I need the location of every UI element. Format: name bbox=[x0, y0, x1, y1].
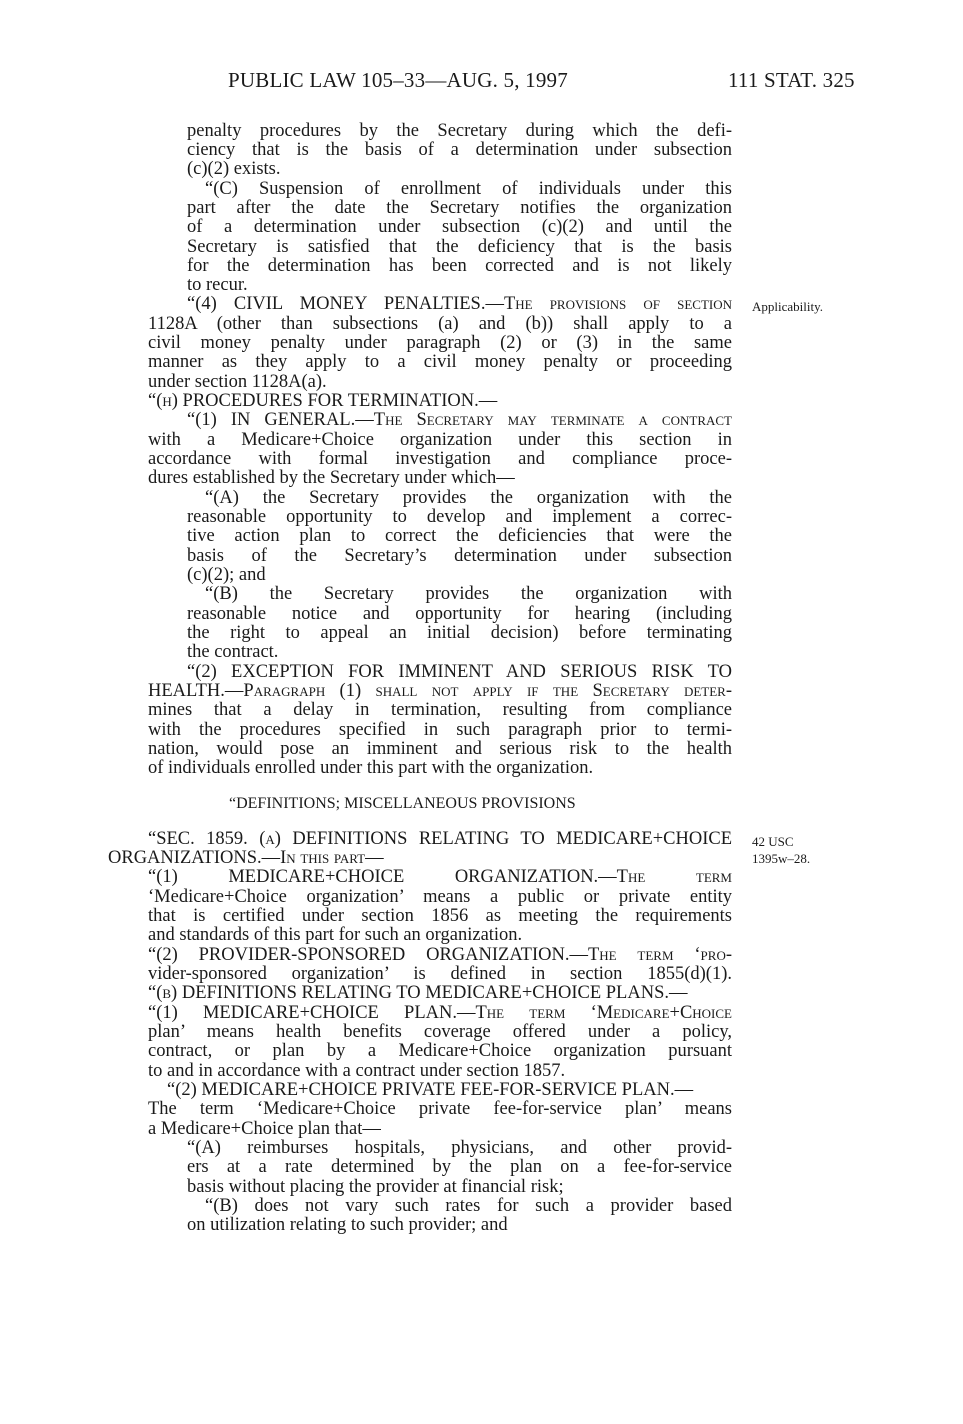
text-line: reasonable opportunity to develop and implement a correc- bbox=[187, 507, 732, 527]
text-line: nation, would pose an imminent and serious risk to the health bbox=[148, 739, 732, 759]
text-line: under section 1128A(a). bbox=[148, 372, 327, 392]
text-line: the contract. bbox=[187, 642, 279, 662]
text-line: (c)(2) exists. bbox=[187, 159, 281, 179]
text-line: basis of the Secretary’s determination under subsection bbox=[187, 546, 732, 566]
running-head-title: PUBLIC LAW 105–33—AUG. 5, 1997 bbox=[228, 68, 568, 92]
margin-note-applicability: Applicability. bbox=[752, 299, 824, 314]
text-line: to and in accordance with a contract under section 1857. bbox=[148, 1061, 566, 1081]
text-line: that is certified under section 1856 as meeting the requirements bbox=[148, 906, 732, 926]
text-line: reasonable notice and opportunity for hearing (including bbox=[187, 604, 732, 624]
text-line: and standards of this part for such an organization. bbox=[148, 925, 523, 945]
text-line: with a Medicare+Choice organization under this section in bbox=[148, 430, 732, 450]
paragraph-heading-ma-organization: “(1) MEDICARE+CHOICE ORGANIZATION.—The term bbox=[148, 867, 732, 887]
text-line: ers at a rate determined by the plan on a fee-for-service bbox=[187, 1157, 732, 1177]
paragraph-heading-civil-money-penalties: “(4) CIVIL MONEY PENALTIES.—The provisions of section bbox=[187, 294, 732, 314]
text-line: plan’ means health benefits coverage offered under a policy, bbox=[148, 1022, 732, 1042]
text-line: of a determination under subsection (c)(2) and until the bbox=[187, 217, 732, 237]
text-line: a Medicare+Choice plan that— bbox=[148, 1119, 381, 1139]
text-line: ‘Medicare+Choice organization’ means a public or private entity bbox=[148, 887, 732, 907]
text-line: (c)(2); and bbox=[187, 565, 266, 585]
section-1859-heading: “SEC. 1859. (a) DEFINITIONS RELATING TO MEDICARE+CHOICE bbox=[148, 829, 732, 849]
text-line: vider-sponsored organization’ is defined in section 1855(d)(1). bbox=[148, 964, 732, 984]
subsection-heading-procedures: “(h) PROCEDURES FOR TERMINATION.— bbox=[148, 391, 498, 411]
text-line: the right to appeal an initial decision) before terminating bbox=[187, 623, 732, 643]
text-line: Secretary is satisfied that the deficiency that is the basis bbox=[187, 237, 732, 257]
text-line: ciency that is the basis of a determination under subsection bbox=[187, 140, 732, 160]
text-line: “(A) reimburses hospitals, physicians, and other provid- bbox=[187, 1138, 732, 1158]
paragraph-heading-provider-sponsored: “(2) PROVIDER-SPONSORED ORGANIZATION.—The term ‘pro- bbox=[148, 945, 732, 965]
text-line: mines that a delay in termination, resulting from compliance bbox=[148, 700, 732, 720]
text-line: HEALTH.—Paragraph (1) shall not apply if the Secretary deter- bbox=[148, 681, 732, 701]
text-line: “(B) the Secretary provides the organization with bbox=[205, 584, 732, 604]
text-line: civil money penalty under paragraph (2) or (3) in the same bbox=[148, 333, 732, 353]
margin-note-usc: 42 USC bbox=[752, 834, 794, 849]
paragraph-heading-pffs-plan: “(2) MEDICARE+CHOICE PRIVATE FEE-FOR-SERVICE PLAN.— bbox=[167, 1080, 694, 1100]
section-heading: “DEFINITIONS; MISCELLANEOUS PROVISIONS bbox=[229, 795, 576, 812]
text-line: on utilization relating to such provider; and bbox=[187, 1215, 508, 1235]
text-line: contract, or plan by a Medicare+Choice organization pursuant bbox=[148, 1041, 732, 1061]
text-line: penalty procedures by the Secretary during which the defi- bbox=[187, 121, 732, 141]
page-number: 111 STAT. 325 bbox=[728, 68, 855, 92]
text-line: part after the date the Secretary notifies the organization bbox=[187, 198, 732, 218]
text-line: accordance with formal investigation and compliance proce- bbox=[148, 449, 732, 469]
paragraph-heading-ma-plan: “(1) MEDICARE+CHOICE PLAN.—The term ‘Medicare+Choice bbox=[148, 1003, 732, 1023]
text-line: manner as they apply to a civil money penalty or proceeding bbox=[148, 352, 732, 372]
subsection-heading-plans: “(b) DEFINITIONS RELATING TO MEDICARE+CHOICE PLANS.— bbox=[148, 983, 688, 1003]
text-line: with the procedures specified in such paragraph prior to termi- bbox=[148, 720, 732, 740]
text-line: for the determination has been corrected and is not likely bbox=[187, 256, 732, 276]
text-line: ORGANIZATIONS.—In this part— bbox=[108, 848, 384, 868]
text-line: “(B) does not vary such rates for such a provider based bbox=[205, 1196, 732, 1216]
text-line: 1128A (other than subsections (a) and (b)) shall apply to a bbox=[148, 314, 732, 334]
text-line: tive action plan to correct the deficiencies that were the bbox=[187, 526, 732, 546]
paragraph-heading-exception: “(2) EXCEPTION FOR IMMINENT AND SERIOUS RISK TO bbox=[187, 662, 732, 682]
text-line: “(C) Suspension of enrollment of individuals under this bbox=[205, 179, 732, 199]
text-line: to recur. bbox=[187, 275, 248, 295]
text-line: dures established by the Secretary under which— bbox=[148, 468, 515, 488]
text-line: “(A) the Secretary provides the organization with the bbox=[205, 488, 732, 508]
text-line: The term ‘Medicare+Choice private fee-for-service plan’ means bbox=[148, 1099, 732, 1119]
paragraph-heading-in-general: “(1) IN GENERAL.—The Secretary may terminate a contract bbox=[187, 410, 732, 430]
margin-note-usc-section: 1395w–28. bbox=[752, 851, 811, 866]
text-line: basis without placing the provider at financial risk; bbox=[187, 1177, 564, 1197]
text-line: of individuals enrolled under this part with the organization. bbox=[148, 758, 594, 778]
